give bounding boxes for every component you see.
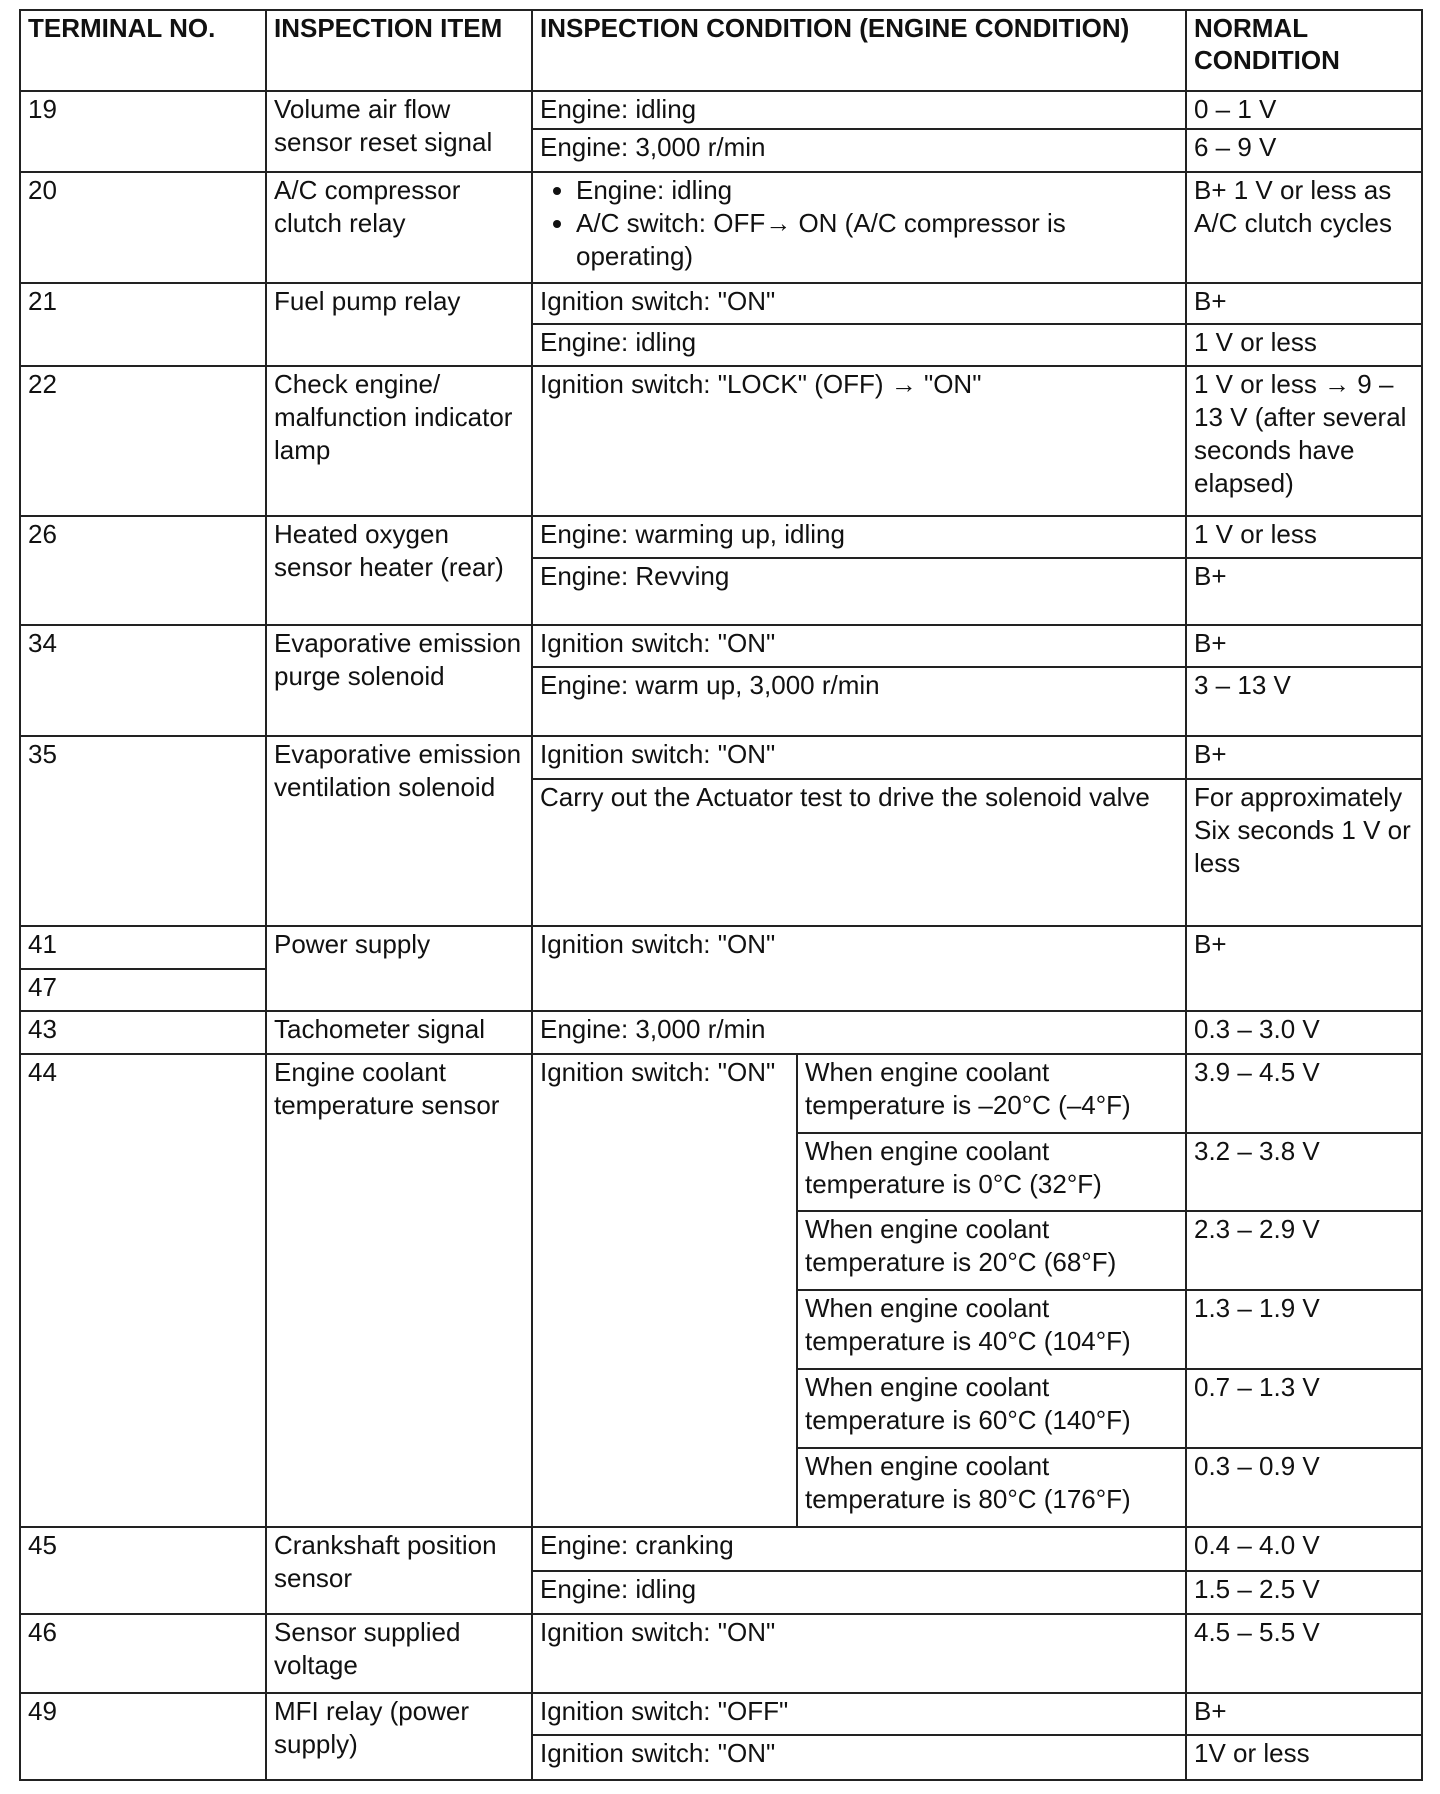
condition-cell: Engine: cranking	[532, 1527, 1186, 1572]
table-row	[20, 366, 1422, 516]
temperature-cell: When engine coolant temperature is 60°C (140°F)	[797, 1369, 1186, 1448]
item-cell: Evaporative emission ventilation solenoid	[266, 736, 532, 926]
normal-cell: 0 – 1 V	[1186, 91, 1422, 129]
terminal-cell: 22	[20, 366, 266, 516]
terminal-cell: 41	[20, 926, 266, 968]
list-item: • Engine: idling	[576, 174, 1178, 207]
terminal-cell: 47	[20, 969, 266, 1011]
terminal-cell: 20	[20, 172, 266, 283]
normal-cell: B+	[1186, 625, 1422, 667]
temperature-cell: When engine coolant temperature is 40°C (104°F)	[797, 1290, 1186, 1369]
terminal-cell: 46	[20, 1614, 266, 1693]
item-cell: Heated oxygen sensor heater (rear)	[266, 516, 532, 625]
item-cell: Sensor supplied voltage	[266, 1614, 532, 1693]
condition-cell: Carry out the Actuator test to drive the solenoid valve	[532, 779, 1186, 927]
condition-cell: Ignition switch: "ON"	[532, 283, 1186, 323]
terminal-cell: 35	[20, 736, 266, 926]
table-row	[20, 172, 1422, 283]
header-inspection-condition: INSPECTION CONDITION (ENGINE CONDITION)	[532, 10, 1186, 91]
table-row	[20, 283, 1422, 323]
normal-cell: B+	[1186, 283, 1422, 323]
condition-cell: Engine: warm up, 3,000 r/min	[532, 667, 1186, 736]
table-row	[20, 926, 1422, 968]
normal-cell: 1.5 – 2.5 V	[1186, 1571, 1422, 1613]
normal-cell: B+	[1186, 736, 1422, 778]
condition-cell: Ignition switch: "ON"	[532, 625, 1186, 667]
normal-cell: 0.4 – 4.0 V	[1186, 1527, 1422, 1572]
item-cell: Volume air flow sensor reset signal	[266, 91, 532, 172]
condition-bullet-list	[540, 174, 1178, 273]
terminal-cell: 21	[20, 283, 266, 366]
condition-cell: Engine: idling	[532, 324, 1186, 366]
temperature-cell: When engine coolant temperature is 20°C (68°F)	[797, 1211, 1186, 1290]
table-row	[20, 1011, 1422, 1053]
header-terminal: TERMINAL NO.	[20, 10, 266, 91]
table-row	[20, 91, 1422, 129]
terminal-inspection-table	[19, 9, 1423, 1781]
normal-cell: 1 V or less	[1186, 516, 1422, 558]
condition-cell: Ignition switch: "ON"	[532, 1735, 1186, 1780]
condition-cell	[532, 172, 1186, 283]
header-normal-condition: NORMAL CONDITION	[1186, 10, 1422, 91]
normal-cell: B+ 1 V or less as A/C clutch cycles	[1186, 172, 1422, 283]
condition-cell: Ignition switch: "ON"	[532, 926, 1186, 1011]
normal-cell: 1 V or less → 9 – 13 V (after several seconds have elapsed)	[1186, 366, 1422, 516]
condition-cell: Engine: idling	[532, 1571, 1186, 1613]
temperature-cell: When engine coolant temperature is 0°C (32°F)	[797, 1133, 1186, 1212]
item-cell: Check engine/ malfunction indicator lamp	[266, 366, 532, 516]
terminal-cell: 19	[20, 91, 266, 172]
list-item: • A/C switch: OFF→ ON (A/C compressor is operating)	[576, 207, 1178, 273]
condition-cell: Ignition switch: "OFF"	[532, 1693, 1186, 1735]
item-cell: Crankshaft position sensor	[266, 1527, 532, 1614]
normal-cell: 0.3 – 3.0 V	[1186, 1011, 1422, 1053]
normal-cell: 4.5 – 5.5 V	[1186, 1614, 1422, 1693]
normal-cell: B+	[1186, 1693, 1422, 1735]
table-row	[20, 625, 1422, 667]
item-cell: A/C compressor clutch relay	[266, 172, 532, 283]
normal-cell: 1V or less	[1186, 1735, 1422, 1780]
table-row	[20, 1054, 1422, 1133]
condition-cell: Engine: idling	[532, 91, 1186, 129]
condition-cell: Engine: 3,000 r/min	[532, 129, 1186, 171]
normal-cell: 2.3 – 2.9 V	[1186, 1211, 1422, 1290]
table-row	[20, 1527, 1422, 1572]
table-row	[20, 1614, 1422, 1693]
normal-cell: For approximately Six seconds 1 V or less	[1186, 779, 1422, 927]
terminal-cell: 34	[20, 625, 266, 736]
normal-cell: B+	[1186, 926, 1422, 1011]
terminal-cell: 26	[20, 516, 266, 625]
condition-cell: Ignition switch: "LOCK" (OFF) → "ON"	[532, 366, 1186, 516]
normal-cell: 1.3 – 1.9 V	[1186, 1290, 1422, 1369]
table-row	[20, 1693, 1422, 1735]
item-cell: MFI relay (power supply)	[266, 1693, 532, 1780]
normal-cell: B+	[1186, 558, 1422, 625]
normal-cell: 0.3 – 0.9 V	[1186, 1448, 1422, 1527]
item-cell: Tachometer signal	[266, 1011, 532, 1053]
terminal-cell: 49	[20, 1693, 266, 1780]
normal-cell: 1 V or less	[1186, 324, 1422, 366]
condition-cell: Ignition switch: "ON"	[532, 1614, 1186, 1693]
normal-cell: 0.7 – 1.3 V	[1186, 1369, 1422, 1448]
condition-cell: Engine: Revving	[532, 558, 1186, 625]
terminal-cell: 43	[20, 1011, 266, 1053]
terminal-cell: 45	[20, 1527, 266, 1614]
normal-cell: 3.2 – 3.8 V	[1186, 1133, 1422, 1212]
terminal-cell: 44	[20, 1054, 266, 1527]
header-inspection-item: INSPECTION ITEM	[266, 10, 532, 91]
temperature-cell: When engine coolant temperature is –20°C (–4°F)	[797, 1054, 1186, 1133]
table-row	[20, 736, 1422, 778]
condition-cell: Engine: warming up, idling	[532, 516, 1186, 558]
condition-cell: Ignition switch: "ON"	[532, 736, 1186, 778]
table-row	[20, 516, 1422, 558]
normal-cell: 3 – 13 V	[1186, 667, 1422, 736]
normal-cell: 6 – 9 V	[1186, 129, 1422, 171]
normal-cell: 3.9 – 4.5 V	[1186, 1054, 1422, 1133]
item-cell: Evaporative emission purge solenoid	[266, 625, 532, 736]
item-cell: Engine coolant temperature sensor	[266, 1054, 532, 1527]
item-cell: Power supply	[266, 926, 532, 1011]
temperature-cell: When engine coolant temperature is 80°C (176°F)	[797, 1448, 1186, 1527]
condition-cell: Engine: 3,000 r/min	[532, 1011, 1186, 1053]
header-row	[20, 10, 1422, 91]
condition-cell: Ignition switch: "ON"	[532, 1054, 797, 1527]
item-cell: Fuel pump relay	[266, 283, 532, 366]
